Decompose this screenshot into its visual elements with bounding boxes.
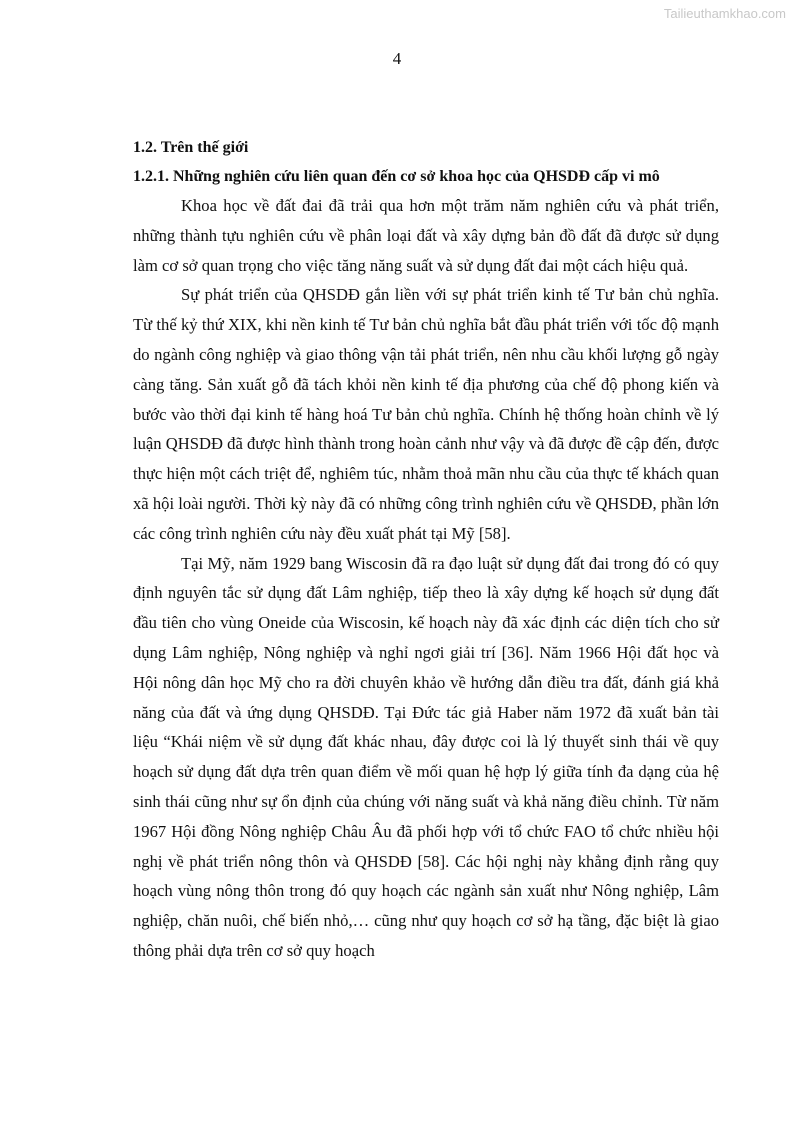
subsection-heading: 1.2.1. Những nghiên cứu liên quan đến cơ sở khoa học của QHSDĐ cấp vi mô [133,168,660,185]
page-number: 4 [392,49,402,68]
section-heading: 1.2. Trên thế giới [133,139,249,156]
paragraph-1: Khoa học về đất đai đã trải qua hơn một trăm năm nghiên cứu và phát triển, những thành tựu nghiên cứu về phân loại đất và xây dựng bản đồ đất đã được sử dụng làm cơ sở quan trọng cho việc tăng năng suất và sử dụng đất đai một cách hiệu quả. [133,196,719,275]
paragraph-3: Tại Mỹ, năm 1929 bang Wiscosin đã ra đạo luật sử dụng đất đai trong đó có quy định nguyên tắc sử dụng đất Lâm nghiệp, tiếp theo là xây dựng kế hoạch sử dụng đất đầu tiên cho vùng Oneide của Wiscosin, kế hoạch này đã xác định các diện tích cho sử dụng Lâm nghiệp, Nông nghiệp và nghỉ ngơi giải trí [36]. Năm 1966 Hội đất học và Hội nông dân học Mỹ cho ra đời chuyên khảo về hướng dẫn điều tra đất, đánh giá khả năng của đất và ứng dụng QHSDĐ. Tại Đức tác giả Haber năm 1972 đã xuất bản tài liệu “Khái niệm về sử dụng đất khác nhau, đây được coi là lý thuyết sinh thái về quy hoạch sử dụng đất dựa trên quan điểm về mối quan hệ hợp lý giữa tính đa dạng của hệ sinh thái cũng như sự ổn định của chúng với năng suất và khả năng điều chỉnh. Từ năm 1967 Hội đồng Nông nghiệp Châu Âu đã phối hợp với tổ chức FAO tổ chức nhiều hội nghị về phát triển nông thôn và QHSDĐ [58]. Các hội nghị này khẳng định rằng quy hoạch vùng nông thôn trong đó quy hoạch các ngành sản xuất như Nông nghiệp, Lâm nghiệp, chăn nuôi, chế biến nhỏ,… cũng như quy hoạch cơ sở hạ tầng, đặc biệt là giao thông phải dựa trên cơ sở quy hoạch [133,553,719,960]
document-body [133,133,719,966]
paragraph-2: Sự phát triển của QHSDĐ gắn liền với sự phát triển kinh tế Tư bản chủ nghĩa. Từ thế kỷ thứ XIX, khi nền kinh tế Tư bản chủ nghĩa bắt đầu phát triển với tốc độ mạnh do ngành công nghiệp và giao thông vận tải phát triển, nên nhu cầu khối lượng gỗ ngày càng tăng. Sản xuất gỗ đã tách khỏi nền kinh tế địa phương của chế độ phong kiến và bước vào thời đại kinh tế hàng hoá Tư bản chủ nghĩa. Chính hệ thống hoàn chỉnh về lý luận QHSDĐ đã được hình thành trong hoàn cảnh như vậy và đã được đề cập đến, được thực hiện một cách triệt để, nghiêm túc, nhằm thoả mãn nhu cầu của thực tế khách quan xã hội loài người. Thời kỳ này đã có những công trình nghiên cứu về QHSDĐ, phần lớn các công trình nghiên cứu này đều xuất phát tại Mỹ [58]. [133,285,719,543]
watermark-text: Tailieuthamkhao.com [663,6,786,21]
